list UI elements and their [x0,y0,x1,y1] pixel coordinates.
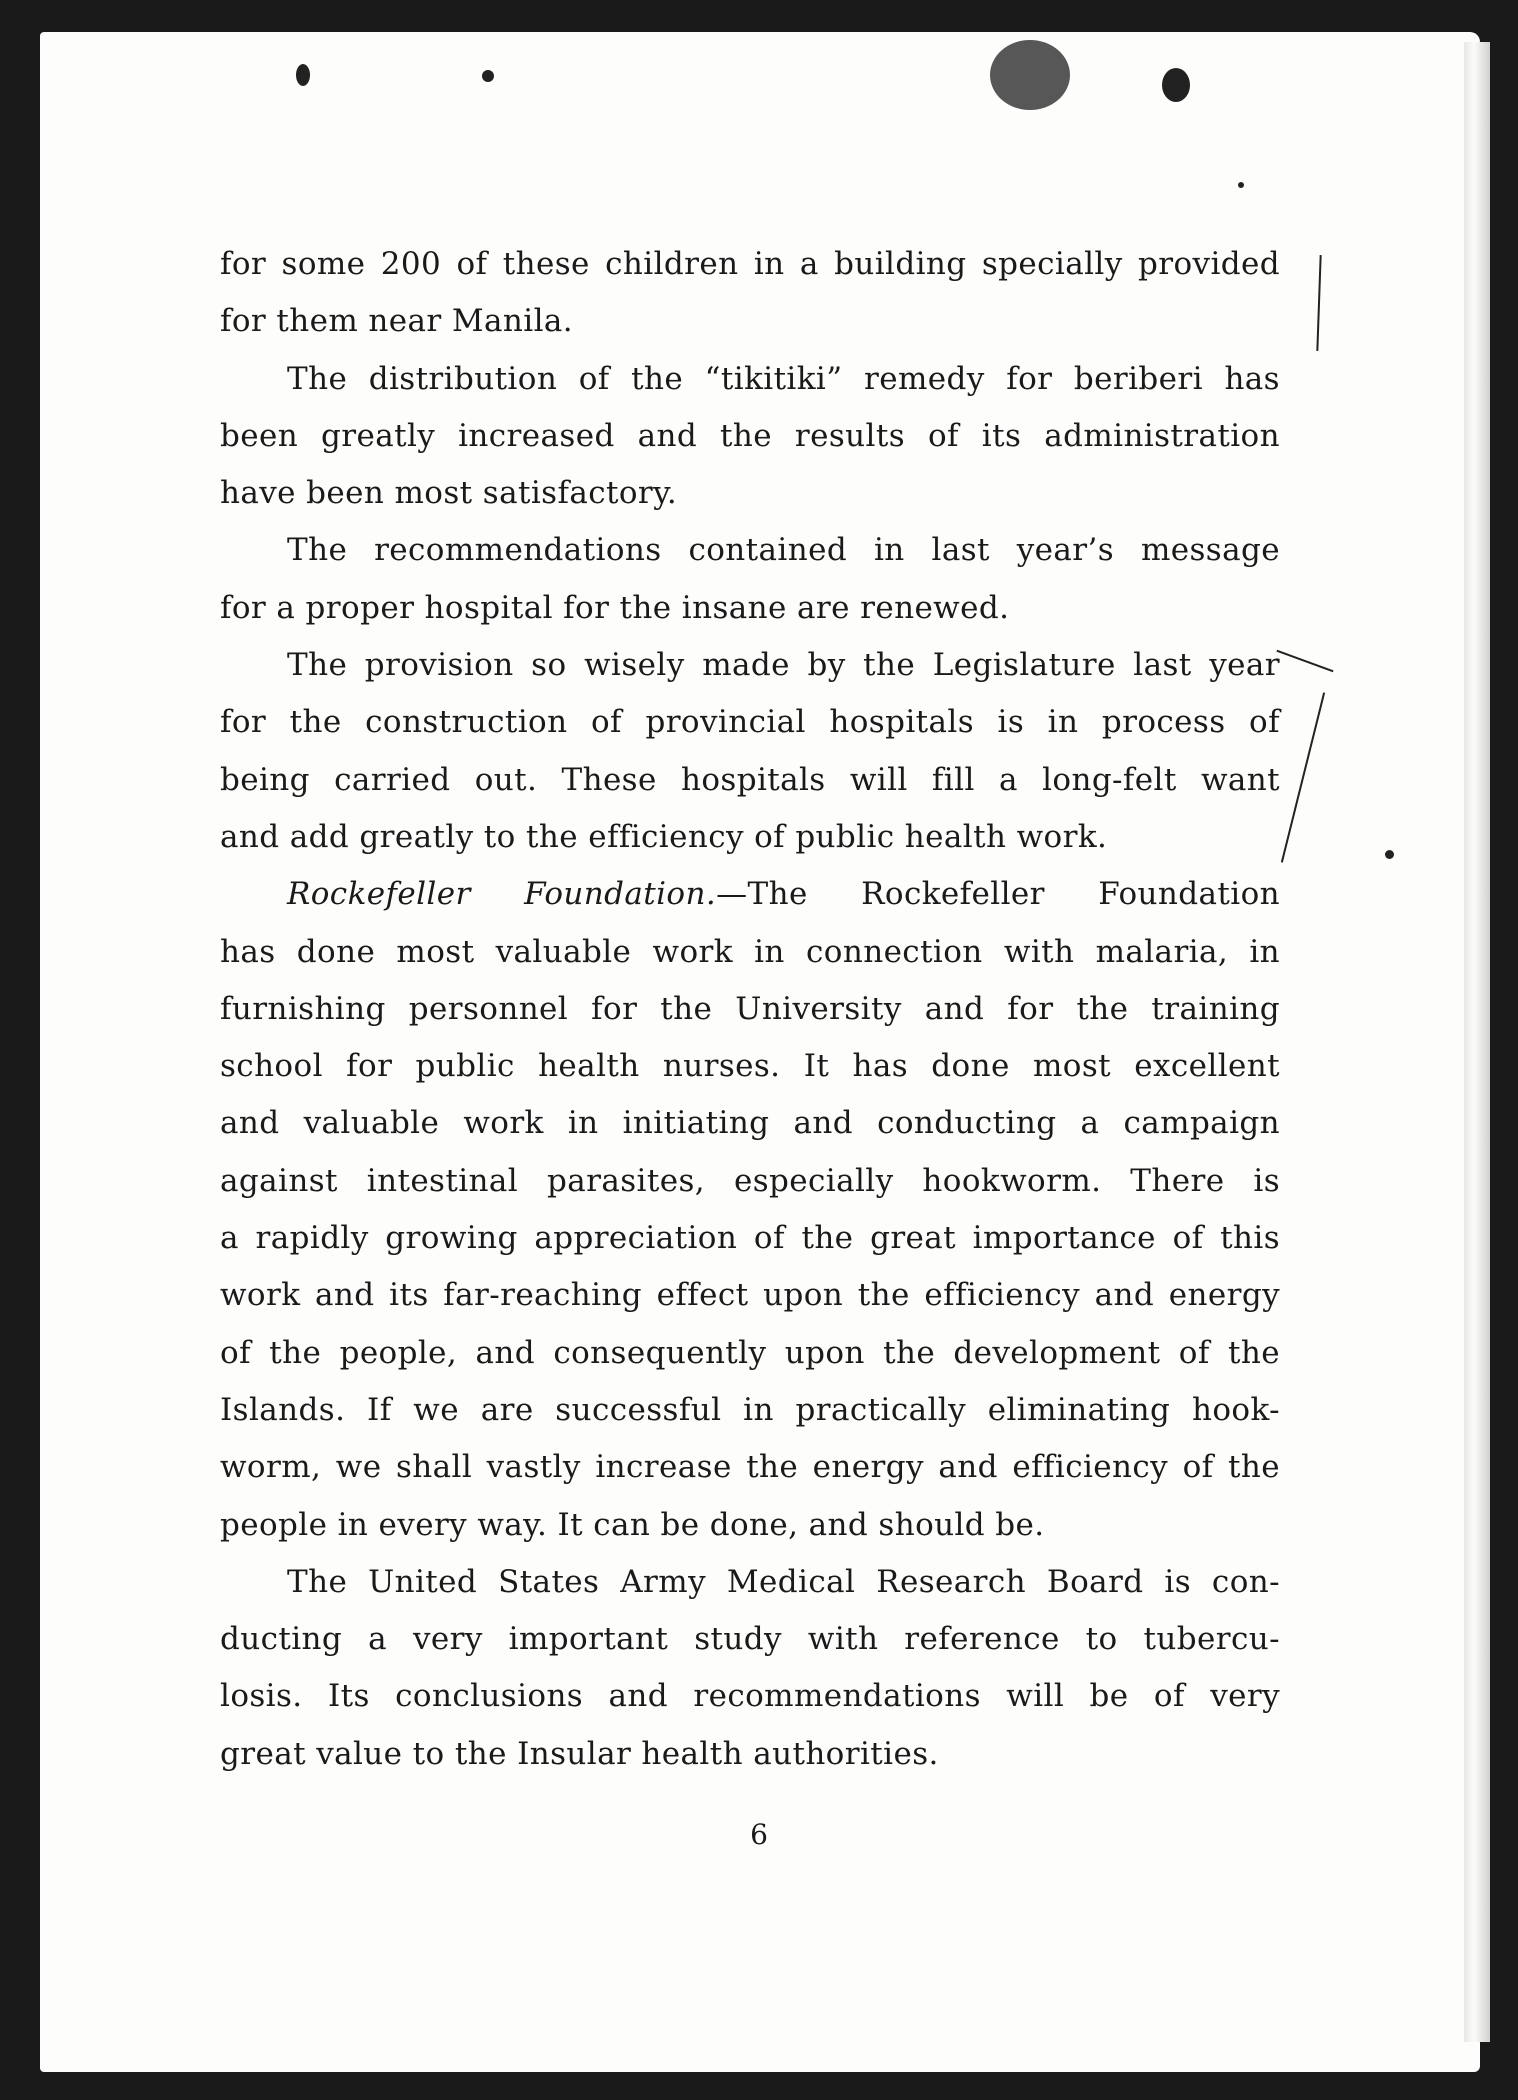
text-line: and valuable work in initiating and conducting a campaign [220,1105,1280,1142]
paragraph [220,637,1280,866]
punch-hole-blot [1162,68,1190,102]
text-line: has done most valuable work in connection with malaria, in [220,933,1280,970]
text-line: for them near Manila. [220,303,574,340]
text-line: a rapidly growing appreciation of the great importance of this [220,1220,1280,1257]
text-line: ducting a very important study with reference to tubercu- [220,1621,1280,1658]
text-line: have been most satisfactory. [220,475,678,512]
text-line: great value to the Insular health authorities. [220,1735,939,1772]
text-line-rest: —The Rockefeller Foundation [716,876,1280,913]
paragraph [220,866,1280,1554]
text-line: The recommendations contained in last year’s message [287,532,1280,569]
text-line: work and its far-reaching effect upon the efficiency and energy [220,1277,1280,1314]
text-line: school for public health nurses. It has done most excellent [220,1048,1280,1085]
text-line: and add greatly to the efficiency of public health work. [220,818,1108,855]
text-line: for the construction of provincial hospitals is in process of [220,704,1280,741]
text-line: people in every way. It can be done, and should be. [220,1506,1045,1543]
punch-hole-blot [482,70,494,82]
paragraph [220,236,1280,351]
document-body [220,236,1280,1783]
text-line: against intestinal parasites, especially hookworm. There is [220,1162,1280,1199]
text-line [220,866,1280,923]
paragraph [220,1554,1280,1783]
punch-hole-blot [1238,182,1244,188]
text-line: The United States Army Medical Research Board is con- [287,1563,1280,1600]
page-edge [1464,42,1490,2042]
text-line: been greatly increased and the results of its administration [220,417,1280,454]
text-line: The distribution of the “tikitiki” remedy for beriberi has [287,360,1280,397]
text-line: being carried out. These hospitals will fill a long-felt want [220,761,1280,798]
text-line: The provision so wisely made by the Legislature last year [287,647,1280,684]
text-line: for a proper hospital for the insane are renewed. [220,589,1010,626]
text-line: Islands. If we are successful in practically eliminating hook- [220,1391,1280,1428]
text-line: worm, we shall vastly increase the energy and efficiency of the [220,1449,1280,1486]
margin-blot [1385,850,1394,859]
paragraph [220,522,1280,637]
text-line: losis. Its conclusions and recommendations will be of very [220,1678,1280,1715]
page-number: 6 [750,1818,768,1851]
text-line: furnishing personnel for the University and for the training [220,990,1280,1027]
section-heading: Rockefeller Foundation. [287,876,717,913]
punch-hole-blot [296,64,310,86]
text-line: of the people, and consequently upon the development of the [220,1334,1280,1371]
paragraph [220,351,1280,523]
punch-hole-blot [990,40,1070,110]
text-line: for some 200 of these children in a building specially provided [220,246,1280,282]
